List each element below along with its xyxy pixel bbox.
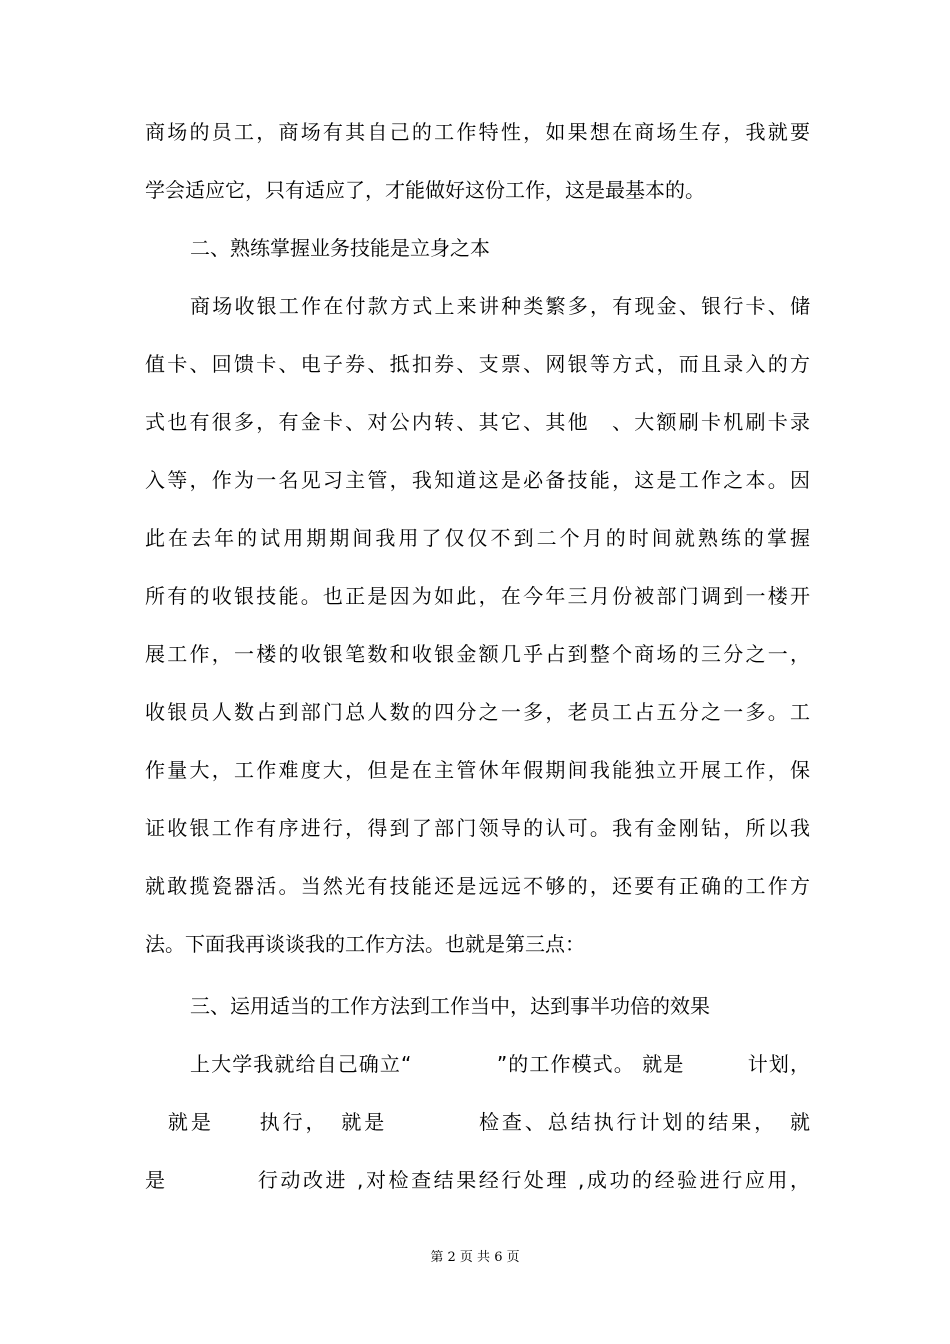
section-heading: 二、熟练掌握业务技能是立身之本 <box>190 236 490 260</box>
page-number-footer: 第 2 页 共 6 页 <box>430 1250 520 1265</box>
body-text-line: 是 行动改进 ,对检查结果经行处理 ,成功的经验进行应用， <box>145 1168 810 1192</box>
body-text-line: 商场的员工，商场有其自己的工作特性，如果想在商场生存，我就要 <box>145 120 810 144</box>
body-text-line: 收银员人数占到部门总人数的四分之一多，老员工占五分之一多。工 <box>145 700 810 724</box>
body-text-line: 就是 执行， 就是 检查、总结执行计划的结果， 就 <box>145 1110 810 1134</box>
body-text-line: 作量大，工作难度大，但是在主管休年假期间我能独立开展工作，保 <box>145 758 810 782</box>
body-text-line: 此在去年的试用期期间我用了仅仅不到二个月的时间就熟练的掌握 <box>145 526 810 550</box>
section-heading: 三、运用适当的工作方法到工作当中，达到事半功倍的效果 <box>190 994 710 1018</box>
body-text-line: 入等，作为一名见习主管，我知道这是必备技能，这是工作之本。因 <box>145 468 810 492</box>
body-text-line: 法。下面我再谈谈我的工作方法。也就是第三点： <box>145 932 585 956</box>
body-text-line: 上大学我就给自己确立“ ”的工作模式。 就是 计划， <box>190 1052 810 1076</box>
body-text-line: 就敢揽瓷器活。当然光有技能还是远远不够的，还要有正确的工作方 <box>145 874 810 898</box>
body-text-line: 证收银工作有序进行，得到了部门领导的认可。我有金刚钻，所以我 <box>145 816 810 840</box>
body-text-line: 值卡、回馈卡、电子券、抵扣券、支票、网银等方式，而且录入的方 <box>145 352 810 376</box>
body-text-line: 学会适应它，只有适应了，才能做好这份工作，这是最基本的。 <box>145 178 705 202</box>
body-text-line: 展工作，一楼的收银笔数和收银金额几乎占到整个商场的三分之一， <box>145 642 810 666</box>
body-text-line: 所有的收银技能。也正是因为如此，在今年三月份被部门调到一楼开 <box>145 584 810 608</box>
body-text-line: 式也有很多，有金卡、对公内转、其它、其他 、大额刷卡机刷卡录 <box>145 410 810 434</box>
body-text-line: 商场收银工作在付款方式上来讲种类繁多，有现金、银行卡、储 <box>190 294 810 318</box>
